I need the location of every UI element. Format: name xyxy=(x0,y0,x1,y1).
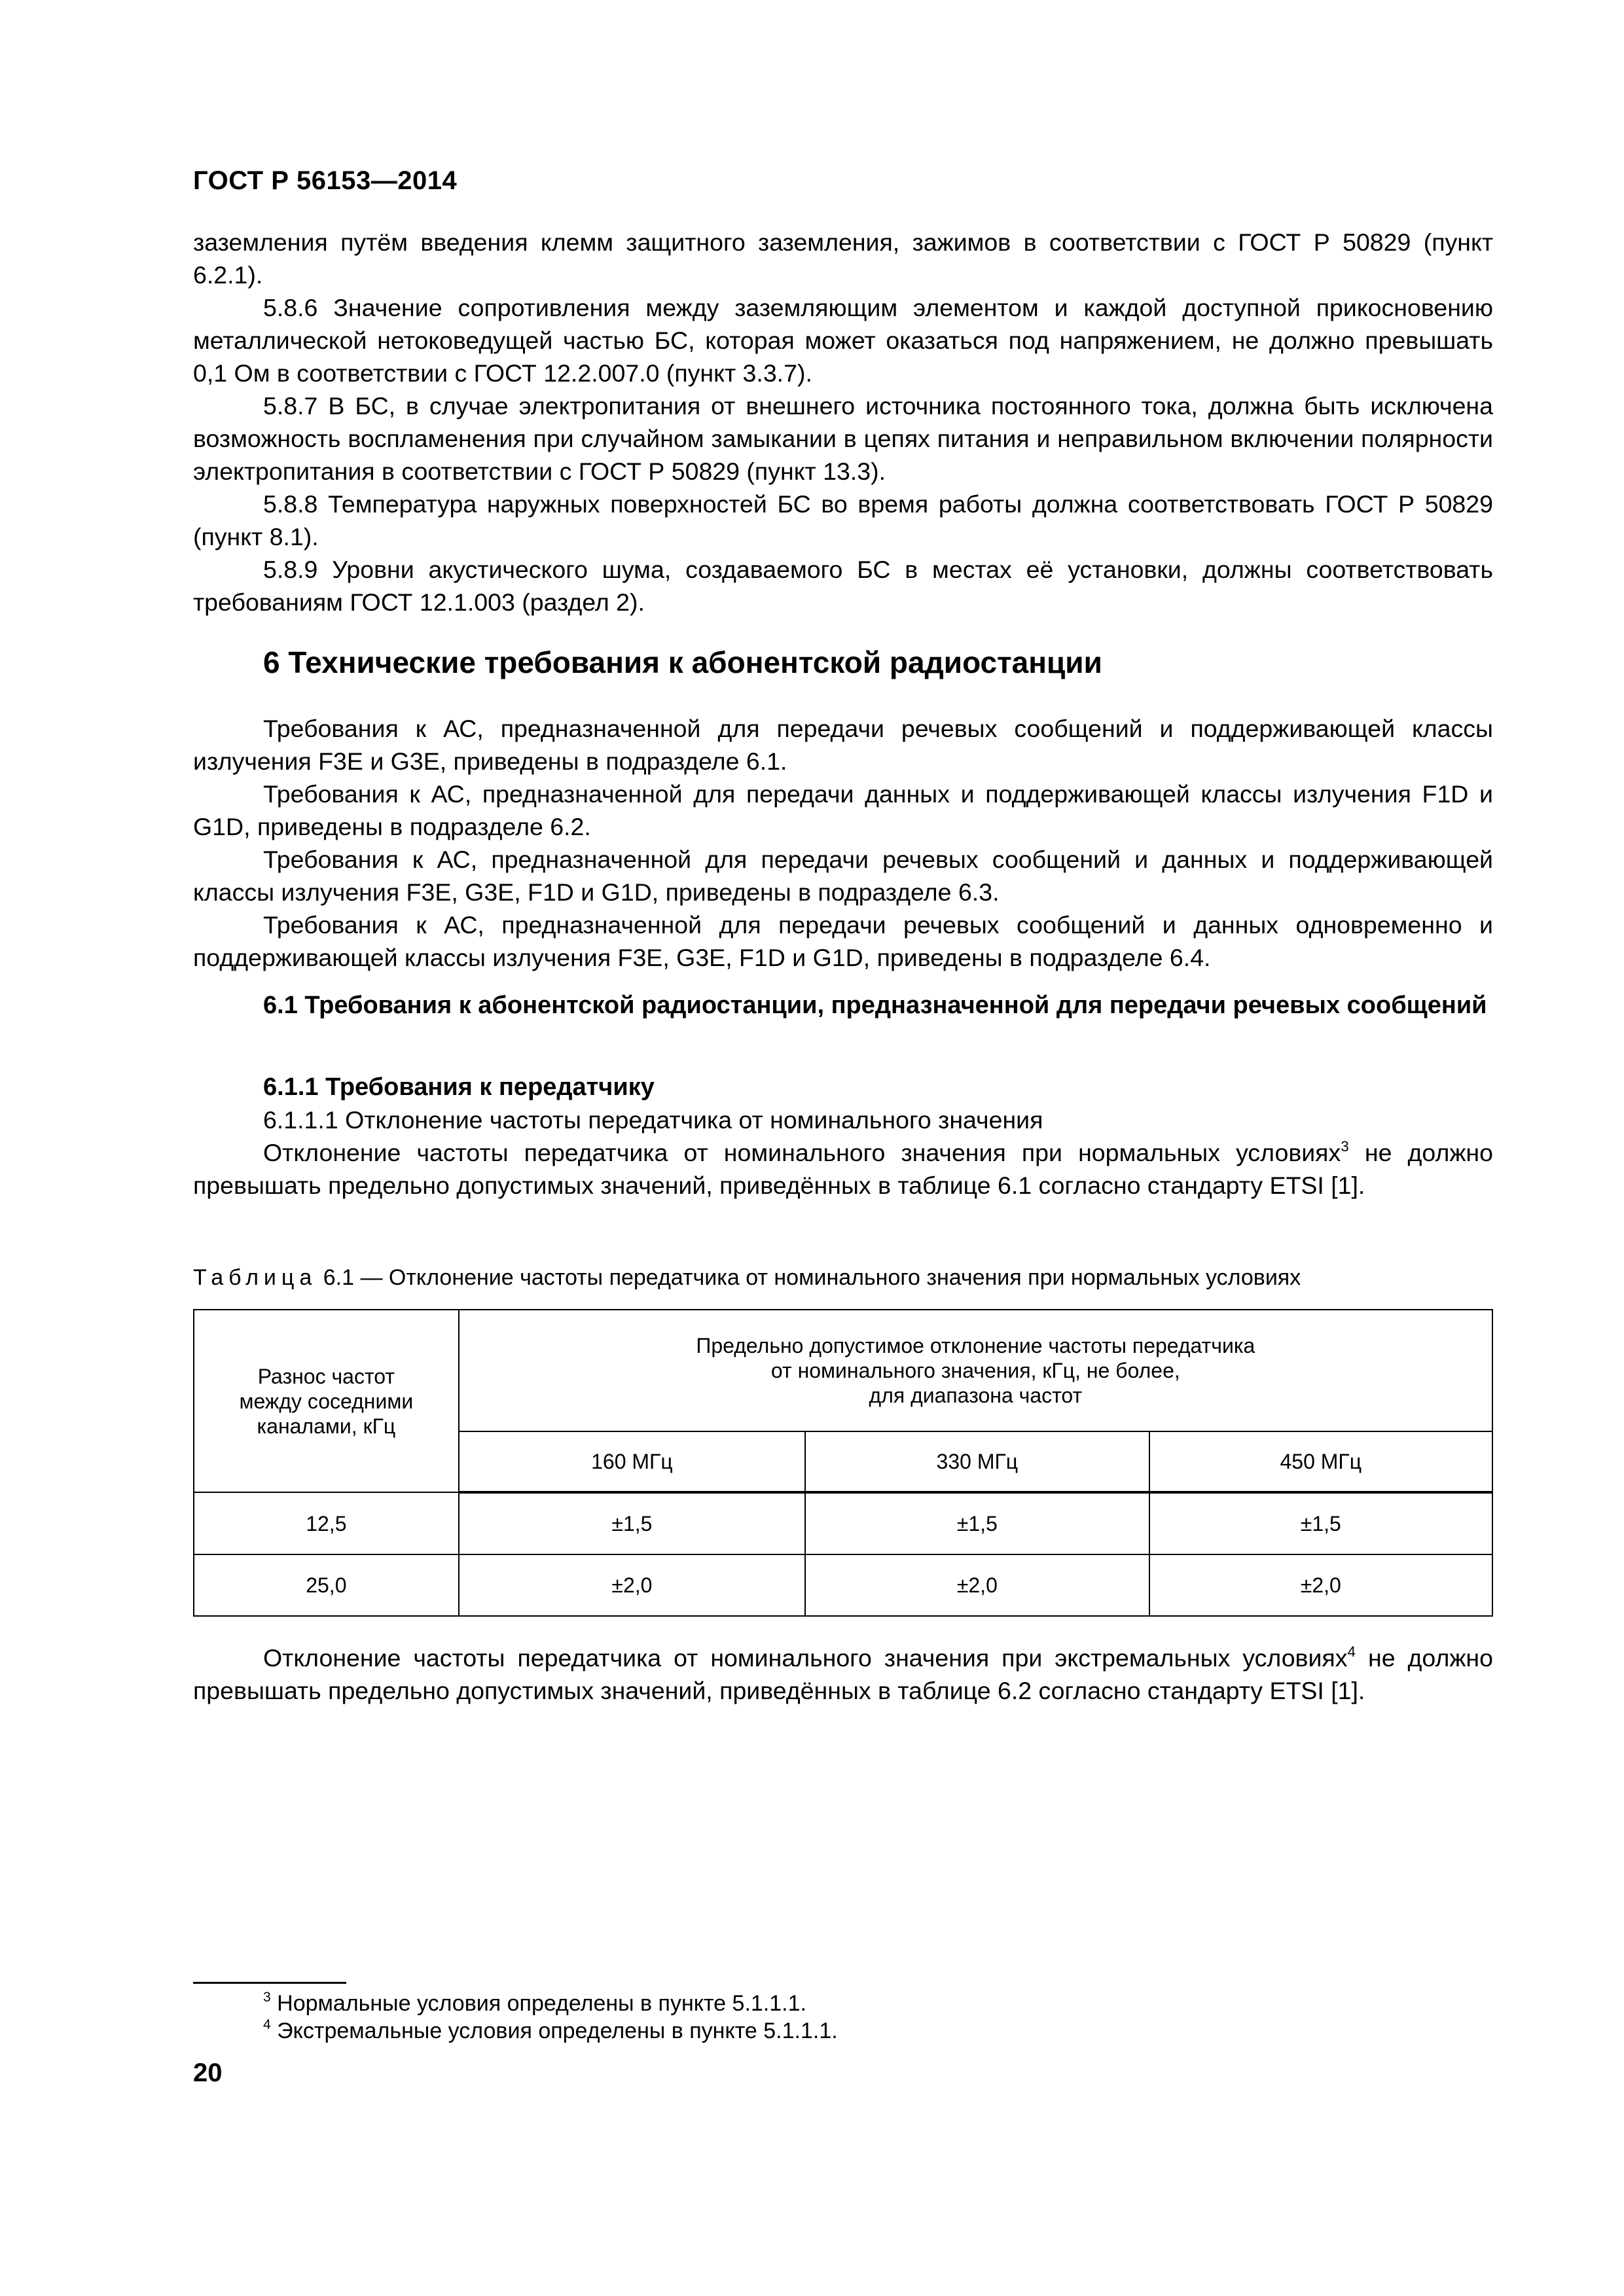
document-header: ГОСТ Р 56153—2014 xyxy=(193,166,458,195)
subsection-heading: 6.1 Требования к абонентской радиостанции, предназначенной для передачи речевых сообщений xyxy=(263,992,1487,1019)
footnote-ref[interactable]: 3 xyxy=(1341,1138,1349,1155)
subsection-text xyxy=(193,1103,1493,1202)
item-title: 6.1.1.1 Отклонение частоты передатчика от номинального значения xyxy=(263,1106,1043,1134)
after-table-text xyxy=(193,1641,1493,1707)
table-cell: ±2,0 xyxy=(459,1554,805,1616)
table-cell: ±2,0 xyxy=(805,1554,1149,1616)
paragraph: 5.8.7 В БС, в случае электропитания от внешнего источника постоянного тока, должна быть исключена возможность воспламенения при случайном замыкании в цепях питания и неправильном включении полярности электропитания в соответствии с ГОСТ Р 50829 (пункт 13.3). xyxy=(193,392,1493,485)
footnote xyxy=(263,1990,838,2017)
column-header: 450 МГц xyxy=(1149,1431,1492,1492)
table-caption-word: Таблица xyxy=(193,1265,317,1290)
footnote-separator xyxy=(193,1982,346,1984)
table-header-row xyxy=(194,1310,1492,1431)
table-cell: 12,5 xyxy=(194,1492,459,1554)
column-header: 160 МГц xyxy=(459,1431,805,1492)
footnote-mark: 3 xyxy=(263,1989,271,2005)
subsubsection-heading: 6.1.1 Требования к передатчику xyxy=(263,1073,655,1101)
footnote-text: Экстремальные условия определены в пункте 5.1.1.1. xyxy=(270,2018,838,2043)
table-cell: ±1,5 xyxy=(1149,1492,1492,1554)
paragraph: Требования к АС, предназначенной для передачи речевых сообщений и данных и поддерживающей классы излучения F3E, G3E, F1D и G1D, приведены в подразделе 6.3. xyxy=(193,846,1493,906)
table-row xyxy=(194,1554,1492,1616)
paragraph: заземления путём введения клемм защитного заземления, зажимов в соответствии с ГОСТ Р 50829 (пункт 6.2.1). xyxy=(193,228,1493,289)
table-cell: ±2,0 xyxy=(1149,1554,1492,1616)
column-header: Разнос частот между соседними каналами, кГц xyxy=(194,1310,459,1492)
paragraph xyxy=(193,1136,1493,1202)
paragraph-text: не должно превышать предельно допустимых значений, приведённых в таблице 6.1 согласно стандарту ETSI [1]. xyxy=(193,1139,1493,1199)
paragraph: 5.8.9 Уровни акустического шума, создаваемого БС в местах её установки, должны соответствовать требованиям ГОСТ 12.1.003 (раздел 2). xyxy=(193,556,1493,616)
frequency-deviation-table xyxy=(193,1309,1493,1617)
table-caption xyxy=(193,1263,1301,1292)
paragraph xyxy=(193,1641,1493,1707)
column-header: 330 МГц xyxy=(805,1431,1149,1492)
paragraph-text: Отклонение частоты передатчика от номинального значения при нормальных условиях xyxy=(263,1139,1341,1166)
paragraph-text: не должно превышать предельно допустимых значений, приведённых в таблице 6.2 согласно стандарту ETSI [1]. xyxy=(193,1644,1493,1704)
section6-text xyxy=(193,712,1493,974)
paragraph: Требования к АС, предназначенной для передачи данных и поддерживающей классы излучения F1D и G1D, приведены в подразделе 6.2. xyxy=(193,780,1493,840)
footnotes xyxy=(263,1990,838,2045)
table-cell: ±1,5 xyxy=(805,1492,1149,1554)
footnote xyxy=(263,2017,838,2045)
paragraph: Требования к АС, предназначенной для передачи речевых сообщений и поддерживающей классы излучения F3E и G3E, приведены в подразделе 6.1. xyxy=(193,715,1493,775)
page-number: 20 xyxy=(193,2058,223,2087)
paragraph: Требования к АС, предназначенной для передачи речевых сообщений и данных одновременно и поддерживающей классы излучения F3E, G3E, F1D и G1D, приведены в подразделе 6.4. xyxy=(193,911,1493,971)
paragraph: 5.8.6 Значение сопротивления между заземляющим элементом и каждой доступной прикосновению металлической нетоковедущей частью БС, которая может оказаться под напряжением, не должно превышать 0,1 Ом в соответствии с ГОСТ 12.2.007.0 (пункт 3.3.7). xyxy=(193,294,1493,387)
footnote-text: Нормальные условия определены в пункте 5.1.1.1. xyxy=(270,1991,806,2016)
table-row xyxy=(194,1492,1492,1554)
section-heading: 6 Технические требования к абонентской радиостанции xyxy=(263,645,1102,679)
table-cell: 25,0 xyxy=(194,1554,459,1616)
footnote-mark: 4 xyxy=(263,2017,271,2032)
table-cell: ±1,5 xyxy=(459,1492,805,1554)
paragraph-text: Отклонение частоты передатчика от номинального значения при экстремальных условиях xyxy=(263,1644,1348,1672)
section5-text xyxy=(193,226,1493,619)
table-caption-text: 6.1 — Отклонение частоты передатчика от номинального значения при нормальных условиях xyxy=(317,1265,1301,1290)
column-group-header: Предельно допустимое отклонение частоты передатчика от номинального значения, кГц, не более, для диапазона частот xyxy=(459,1310,1492,1431)
footnote-ref[interactable]: 4 xyxy=(1347,1643,1356,1660)
paragraph: 5.8.8 Температура наружных поверхностей БС во время работы должна соответствовать ГОСТ Р 50829 (пункт 8.1). xyxy=(193,490,1493,550)
